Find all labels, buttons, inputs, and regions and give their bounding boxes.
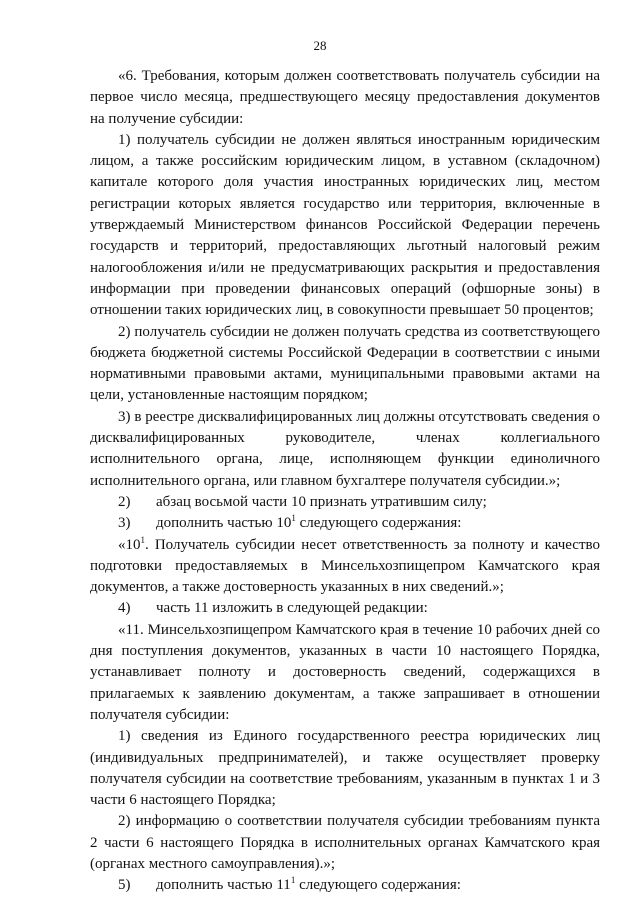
paragraph-part-11-subitem-1: 1) сведения из Единого государственного реестра юридических лиц (индивидуальных предпринимателей), и также осуществляет проверку получателя субсидии на соответствие требованиям, указанным в пунктах 1 и 3 части 6 настоящего Порядка; <box>90 728 600 809</box>
page-number: 28 <box>313 38 327 53</box>
item-number: 4) <box>118 600 131 617</box>
paragraph-requirement-2: 2) получатель субсидии не должен получать средства из соответствующего бюджета бюджетной системы Российской Федерации в соответствии с иными нормативными правовыми актами, муниципальными правовыми актами на цели, установленные настоящим порядком; <box>90 323 600 404</box>
part-label: «10 <box>118 536 141 553</box>
paragraph-requirement-1: 1) получатель субсидии не должен являться иностранным юридическим лицом, а также российским юридическим лицом, в уставном (складочном) капитале которого доля участия иностранных юридических лиц, местом регистрации которых является государство или территория, включенные в утверждаемый Министерством финансов Российской Федерации перечень государств и территорий, предоставляющих льготный налоговый режим налогообложения и/или не предусматривающих раскрытия и предоставления информации при проведении финансовых операций (офшорные зоны) в отношении таких юридических лиц, в совокупности превышает 50 процентов; <box>90 131 600 319</box>
superscript: 1 <box>140 534 145 545</box>
item-number: 3) <box>118 515 131 532</box>
paragraph-requirements-intro: «6. Требования, которым должен соответствовать получатель субсидии на первое число месяца, предшествующего месяцу предоставления документов на получение субсидии: <box>90 68 600 127</box>
item-text: абзац восьмой части 10 признать утратившим силу; <box>156 493 487 510</box>
part-text: . Получатель субсидии несет ответственность за полноту и качество подготовки предоставляемых в Минсельхозпищепром Камчатского края документов, а также достоверность указанных в них сведений.»; <box>90 536 600 596</box>
paragraph-part-11: «11. Минсельхозпищепром Камчатского края в течение 10 рабочих дней со дня поступления документов, указанных в части 10 настоящего Порядка, устанавливает полноту и достоверность сведений, содержащихся в прилагаемых к заявлению документам, а также запрашивает в отношении получателя субсидии: <box>90 621 600 723</box>
item-text: часть 11 изложить в следующей редакции: <box>156 600 428 617</box>
item-text-tail: следующего содержания: <box>295 877 461 894</box>
item-number: 2) <box>118 493 131 510</box>
item-number: 5) <box>118 877 131 894</box>
amendment-item-5 <box>90 875 600 896</box>
amendment-item-4 <box>90 598 600 619</box>
item-text: дополнить частью 11 <box>156 877 291 894</box>
item-text: дополнить частью 10 <box>156 515 292 532</box>
item-text-tail: следующего содержания: <box>295 515 462 532</box>
paragraph-requirement-3: 3) в реестре дисквалифицированных лиц должны отсутствовать сведения о дисквалифицированных руководителе, членах коллегиального исполнительного органа, лице, исполняющем функции единоличного исполнительного органа, или главном бухгалтере получателя субсидии.»; <box>90 408 600 489</box>
superscript: 1 <box>290 875 296 886</box>
paragraph-part-10-1 <box>90 535 600 599</box>
paragraph-part-11-subitem-2: 2) информацию о соответствии получателя субсидии требованиям пункта 2 части 6 настоящего Порядка в исполнительных органах Камчатского края (органах местного самоуправления).»; <box>90 813 600 872</box>
amendment-item-3 <box>90 513 600 534</box>
superscript: 1 <box>291 513 296 524</box>
document-body <box>90 66 600 897</box>
amendment-item-2 <box>90 492 600 513</box>
